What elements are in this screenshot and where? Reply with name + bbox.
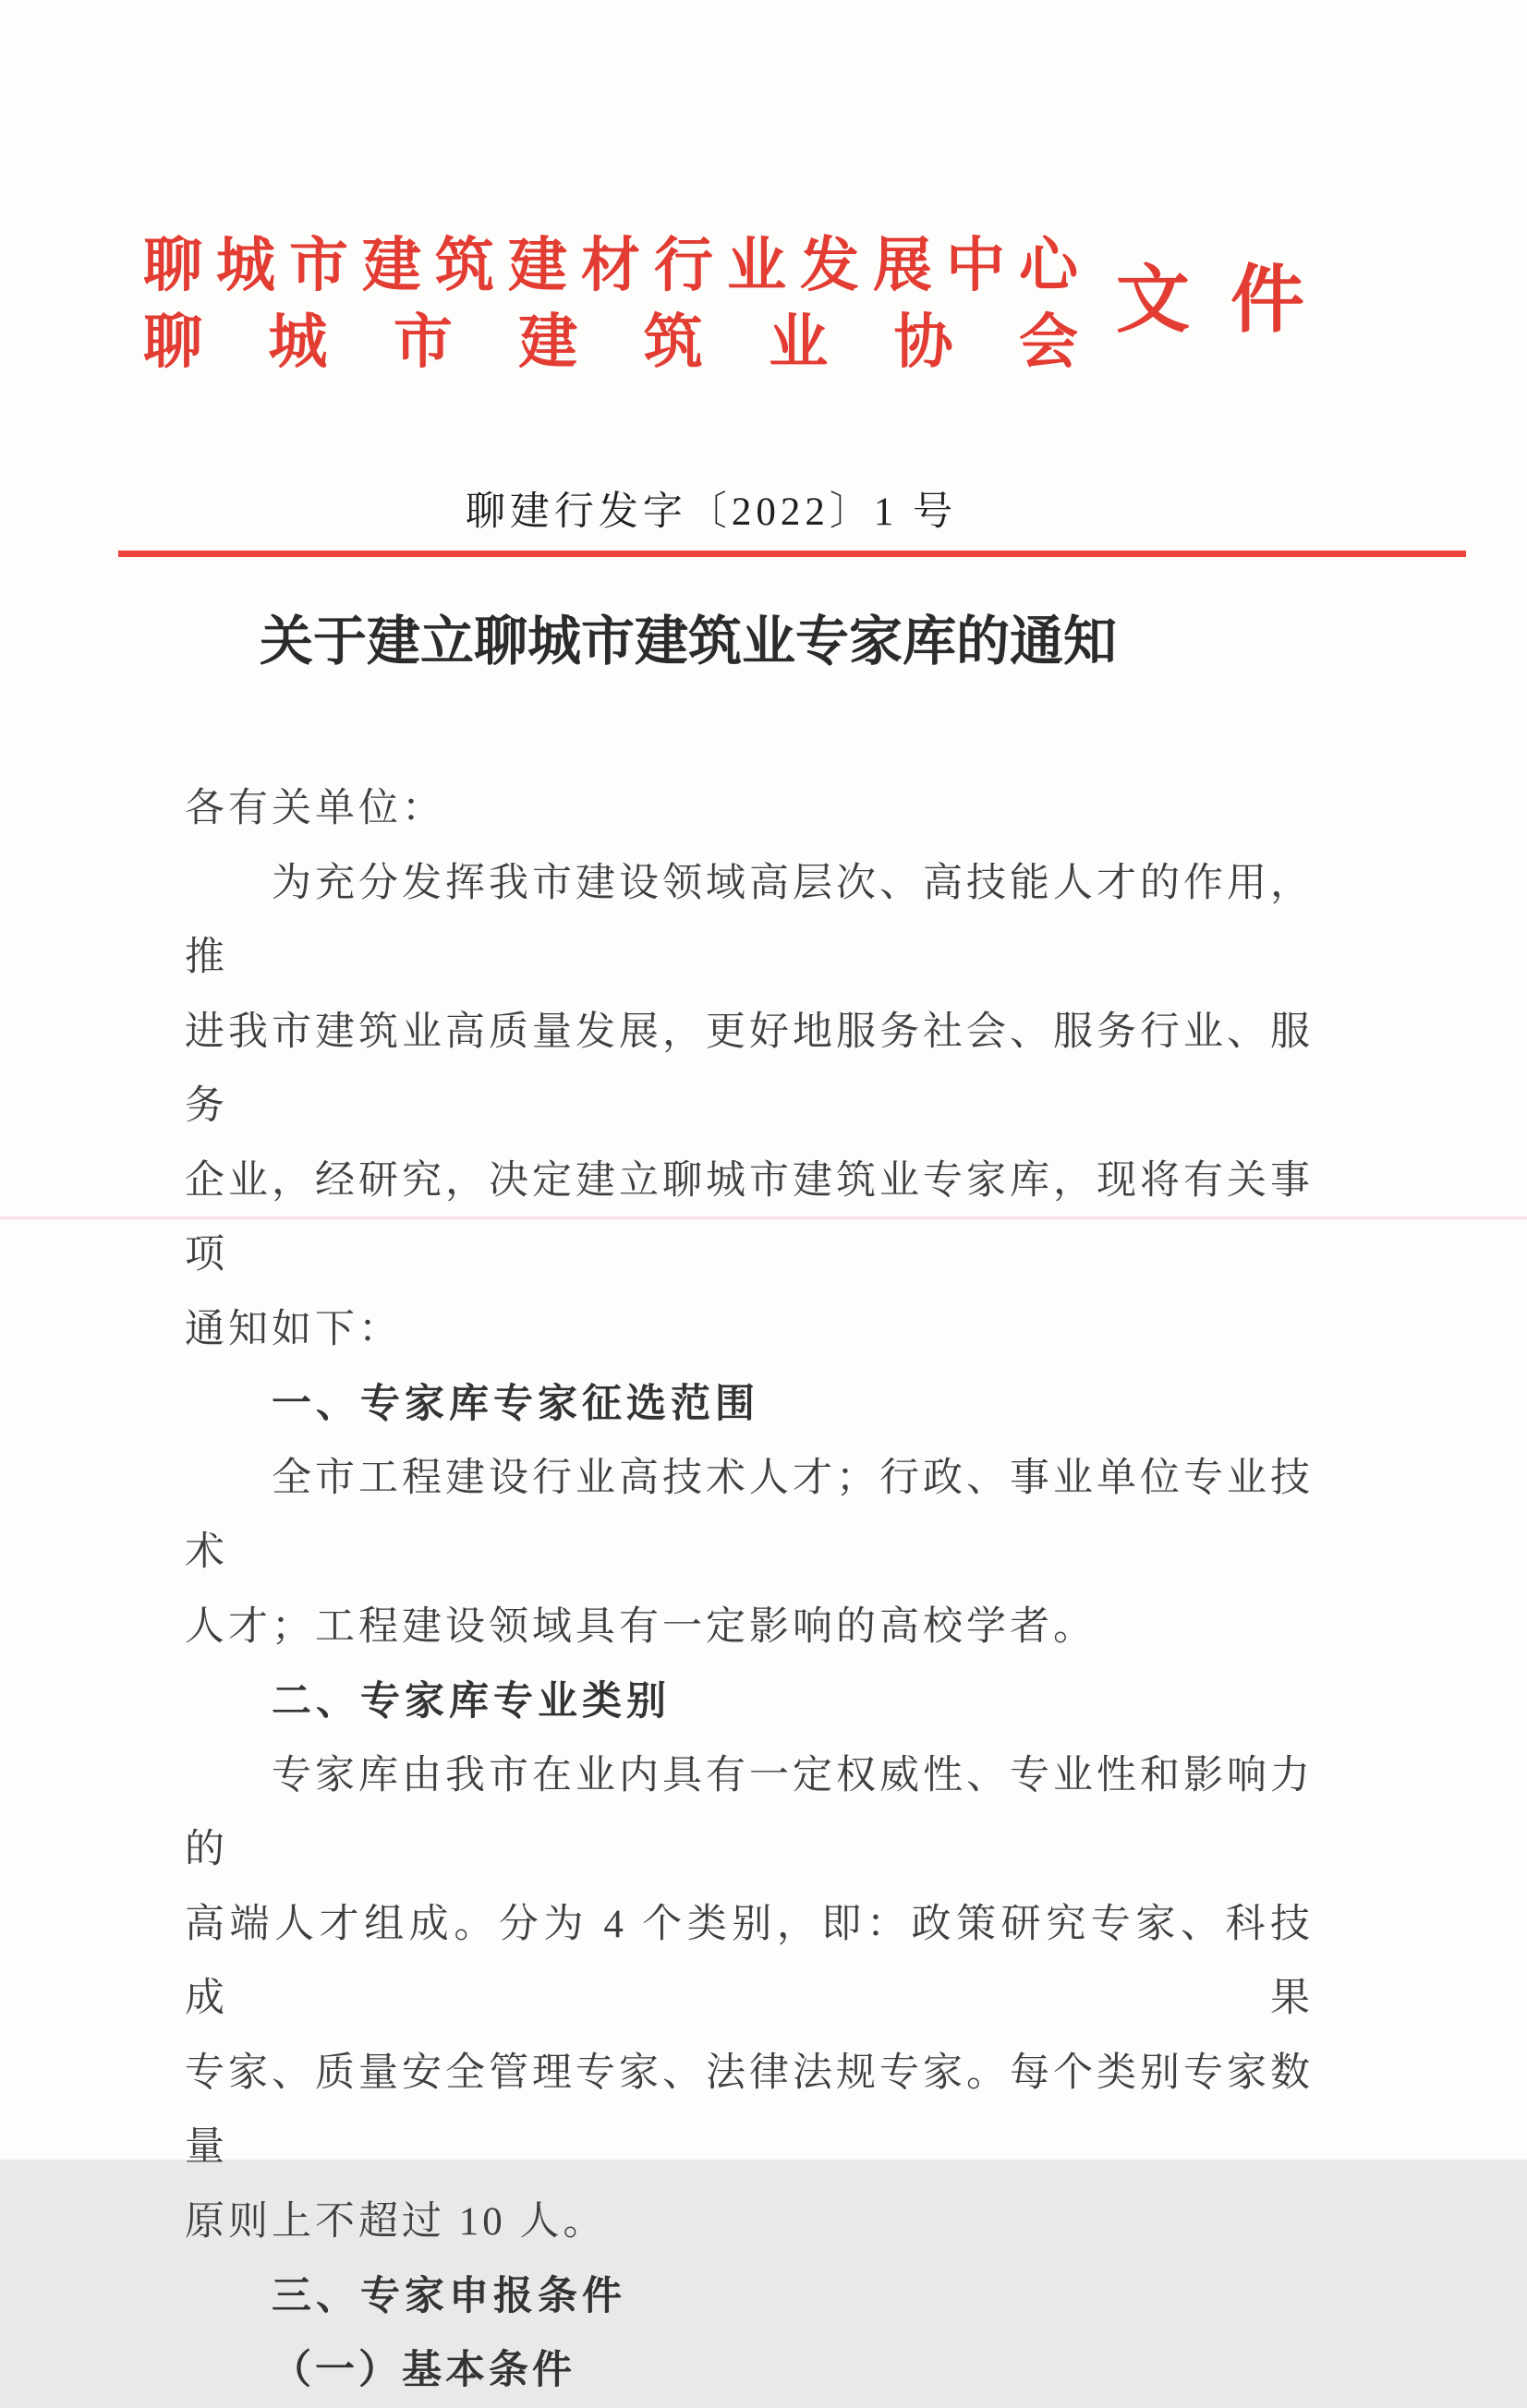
document-body (185, 772, 1314, 2408)
section-heading-3: 三、专家申报条件 (185, 2259, 1314, 2334)
paragraph-line: 人才；工程建设领域具有一定影响的高校学者。 (185, 1591, 1314, 1665)
paragraph-line: 高端人才组成。分为 4 个类别，即：政策研究专家、科技成果 (185, 1888, 1314, 2037)
paragraph-line: 原则上不超过 10 人。 (185, 2185, 1314, 2260)
paragraph-line: 进我市建筑业高质量发展，更好地服务社会、服务行业、服务 (185, 996, 1314, 1144)
paragraph-line: 专家库由我市在业内具有一定权威性、专业性和影响力的 (185, 1739, 1314, 1888)
org-name-line-1: 聊城市建筑建材行业发展中心 (143, 227, 1078, 304)
doc-type-label: 文件 (1116, 262, 1345, 340)
paragraph-line: 全市工程建设行业高技术人才；行政、事业单位专业技术 (185, 1442, 1314, 1591)
doc-number: 聊建行发字〔2022〕1 号 (0, 480, 1423, 537)
red-divider-rule (118, 551, 1466, 557)
paragraph-line: 专家、质量安全管理专家、法律法规专家。每个类别专家数量 (185, 2037, 1314, 2185)
org-name-line-2: 聊城市建筑业协会 (143, 304, 1078, 381)
section-heading-1: 一、专家库专家征选范围 (185, 1367, 1314, 1442)
paragraph-line: 企业，经研究，决定建立聊城市建筑业专家库，现将有关事项 (185, 1144, 1314, 1293)
scan-artifact-line (0, 1216, 1527, 1219)
document-title: 关于建立聊城市建筑业专家库的通知 (0, 610, 1376, 674)
section-heading-2: 二、专家库专业类别 (185, 1664, 1314, 1739)
letterhead (143, 227, 1078, 381)
paragraph-line: 为充分发挥我市建设领域高层次、高技能人才的作用，推 (185, 847, 1314, 996)
paragraph-line: 通知如下： (185, 1293, 1314, 1368)
salutation: 各有关单位： (185, 772, 1314, 847)
subsection-heading: （一）基本条件 (185, 2334, 1314, 2408)
